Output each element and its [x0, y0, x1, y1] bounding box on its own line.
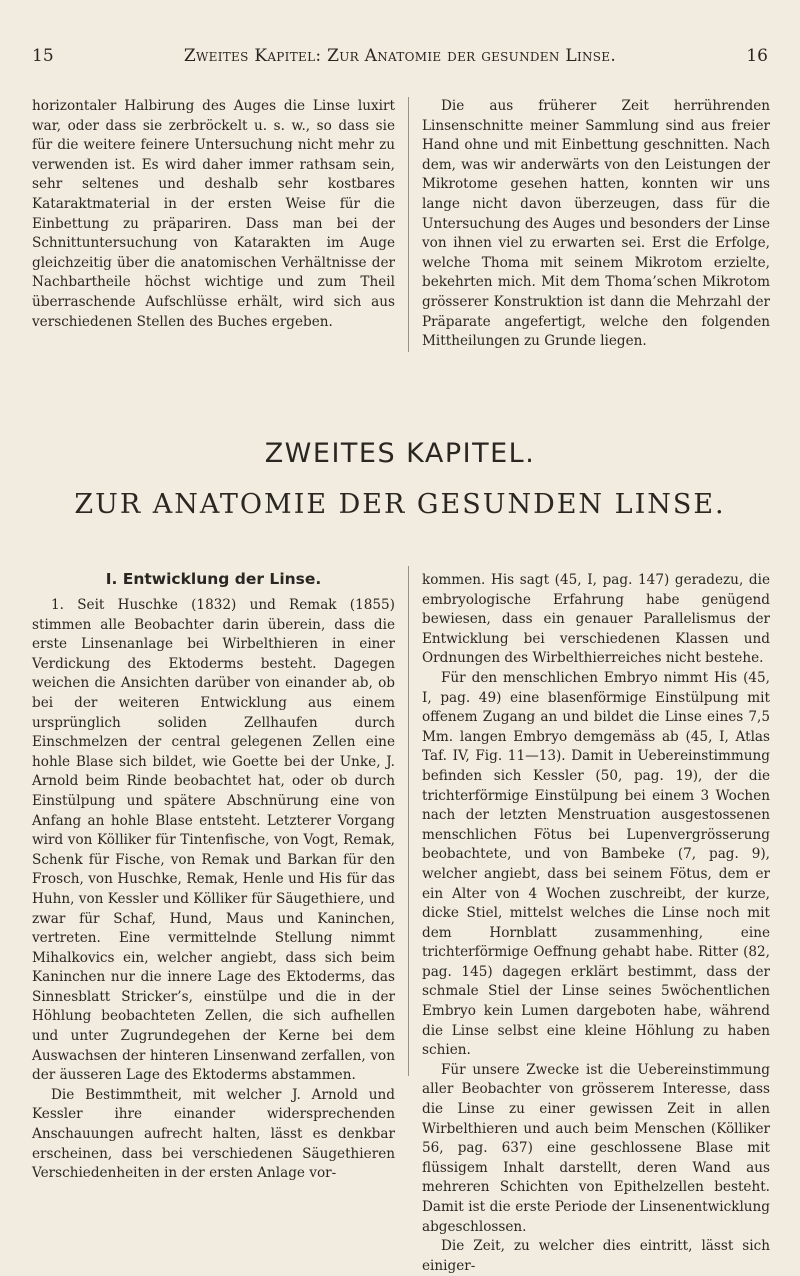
bottom-left-column [32, 596, 395, 1184]
paragraph: 1. Seit Huschke (1832) und Remak (1855) stimmen alle Beobachter darin überein, dass die erste Linsenanlage bei Wirbelthieren in einer Verdickung des Ektoderms besteht. Dagegen weichen die Ansichten darüber von einander ab, ob bei der weiteren Entwicklung aus einem ursprünglich soliden Zellhaufen durch Einschmelzen der central gelegenen Zellen eine hohle Blase sich bildet, wie Goette bei der Unke, J. Arnold beim Rinde beobachtet hat, oder ob durch Einstülpung und spätere Abschnürung eine von Anfang an hohle Blase entsteht. Letzterer Vorgang wird von Kölliker für Tintenfische, von Vogt, Remak, Schenk für Fische, von Remak und Barkan für den Frosch, von Huschke, Remak, Henle und His für das Huhn, von Kessler und Kölliker für Säugethiere, und zwar für Schaf, Hund, Maus und Kaninchen, vertreten. Eine vermittelnde Stellung nimmt Mihalkovics ein, welcher angiebt, dass sich beim Kaninchen nur die innere Lage des Ektoderms, das Sinnesblatt Stricker’s, einstülpe und die in der Höhlung beobachteten Zellen, die sich aufhellen und unter Zugrundegehen der Kerne bei dem Auswachsen der hinteren Linsenwand zerfallen, von der äusseren Lage des Ektoderms abstammen. [32, 597, 395, 1084]
paragraph: Für unsere Zwecke ist die Uebereinstimmung aller Beobachter von grösserem Interesse, dass die Linse zu einer gewissen Zeit in allen Wirbelthieren und auch beim Menschen (Kölliker 56, pag. 637) eine geschlossene Blase mit flüssigem Inhalt darstellt, deren Wand aus mehreren Schichten von Epithelzellen besteht. Damit ist die erste Periode der Linsenentwicklung abgeschlossen. [422, 1061, 770, 1235]
paragraph: kommen. His sagt (45, I, pag. 147) geradezu, die embryologische Erfahrung habe genügend bewiesen, dass ein genauer Parallelismus der Entwicklung bei verschiedenen Klassen und Ordnungen des Wirbelthierreiches nicht bestehe. [422, 572, 770, 667]
chapter-number: ZWEITES KAPITEL. [264, 438, 536, 469]
running-header [32, 46, 768, 66]
paragraph: horizontaler Halbirung des Auges die Linse luxirt war, oder dass sie zerbröckelt u. s. w., so dass sie für die weitere feinere Untersuchung nicht mehr zu verwenden ist. Es wird daher immer rathsam sein, sehr seltenes und deshalb sehr kostbares Kataraktmaterial in der ersten Weise für die Einbettung zu präpariren. Dass man bei der Schnittuntersuchung von Katarakten im Auge gleichzeitig über die anatomischen Verhältnisse der Nachbartheile höchst wichtige und zum Theil überraschende Aufschlüsse erhält, wird sich aus verschiedenen Stellen des Buches ergeben. [32, 98, 395, 330]
top-right-column [422, 97, 770, 352]
page-number-right: 16 [746, 46, 768, 66]
paragraph: Für den menschlichen Embryo nimmt His (45, I, pag. 49) eine blasenförmige Einstülpung mit offenem Zugang an und bildet die Linse eines 7,5 Mm. langen Embryo demgemäss ab (45, I, Atlas Taf. IV, Fig. 11—13). Damit in Uebereinstimmung befinden sich Kessler (50, pag. 19), der die trichterförmige Einstülpung bei einem 3 Wochen nach der letzten Menstruation ausgestossenen menschlichen Fötus bei Lupenvergrösserung beobachtete, und von Bambeke (7, pag. 9), welcher angiebt, dass bei seinem Fötus, dem er ein Alter von 4 Wochen zuschreibt, der kurze, dicke Stiel, mittelst welches die Linse noch mit dem Hornblatt zusammenhing, eine trichterförmige Oeffnung gehabt habe. Ritter (82, pag. 145) dagegen erklärt bestimmt, dass der schmale Stiel der Linse seines 5wöchentlichen Embryo kein Lumen dargeboten habe, während die Linse selbst eine kleine Höhlung zu haben schien. [422, 669, 770, 1059]
page-number-left: 15 [32, 46, 54, 66]
running-title: Zweites Kapitel: Zur Anatomie der gesunden Linse. [183, 46, 617, 66]
paragraph: Die Bestimmtheit, mit welcher J. Arnold und Kessler ihre einander widersprechenden Anschauungen aufrecht halten, lässt es denkbar erscheinen, dass bei verschiedenen Säugethieren Verschiedenheiten in der ersten Anlage vor- [32, 1086, 395, 1182]
paragraph: Die aus früherer Zeit herrührenden Linsenschnitte meiner Sammlung sind aus freier Hand ohne und mit Einbettung geschnitten. Nach dem, was wir anderwärts von den Leistungen der Mikrotome gesehen hatten, konnten wir uns lange nicht davon überzeugen, dass für die Untersuchung des Auges und besonders der Linse von ihnen viel zu erwarten sei. Erst die Erfolge, welche Thoma mit seinem Mikrotom erzielte, bekehrten mich. Mit dem Thoma’schen Mikrotom grösserer Konstruktion ist dann die Mehrzahl der Präparate angefertigt, welche den folgenden Mittheilungen zu Grunde liegen. [422, 98, 770, 350]
column-rule-bottom [408, 566, 409, 1076]
paragraph: Die Zeit, zu welcher dies eintritt, lässt sich einiger- [422, 1238, 770, 1274]
column-rule-top [408, 97, 409, 352]
section-heading: I. Entwicklung der Linse. [105, 570, 322, 588]
chapter-title: ZUR ANATOMIE DER GESUNDEN LINSE. [74, 489, 726, 520]
bottom-right-column [422, 571, 770, 1276]
top-left-column [32, 97, 395, 332]
